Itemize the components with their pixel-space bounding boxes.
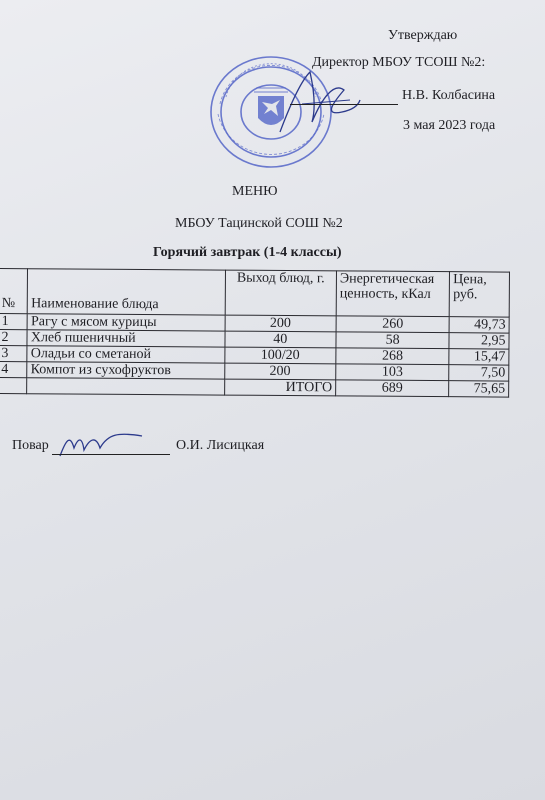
- cook-label: Повар: [12, 438, 49, 453]
- dish-name: Оладьи со сметаной: [27, 346, 224, 363]
- cook-signature-line: [52, 454, 170, 455]
- approval-date: 3 мая 2023 года: [403, 118, 496, 133]
- director-signature-icon: [272, 60, 362, 140]
- document-title: МЕНЮ: [232, 184, 278, 199]
- column-header-dish: Наименование блюда: [28, 269, 226, 315]
- table-total-row: [0, 378, 509, 398]
- cook-signature-icon: [56, 430, 146, 460]
- table-header-row: [0, 269, 509, 318]
- dish-name: Рагу с мясом курицы: [27, 314, 224, 331]
- total-empty-cell: [27, 378, 224, 395]
- director-name: Н.В. Колбасина: [402, 88, 496, 103]
- total-price: 75,65: [449, 381, 509, 397]
- row-number: 4: [0, 362, 27, 378]
- dish-price: 49,73: [449, 317, 509, 333]
- total-label: ИТОГО: [224, 379, 335, 396]
- row-number: 1: [0, 314, 28, 330]
- column-header-output: Выход блюд, г.: [225, 270, 337, 316]
- total-empty-cell: [0, 378, 27, 394]
- dish-output: 200: [225, 315, 336, 332]
- dish-output: 200: [224, 363, 335, 380]
- dish-price: 15,47: [449, 349, 509, 365]
- dish-name: Хлеб пшеничный: [27, 330, 224, 347]
- director-signature-line: [290, 104, 398, 105]
- column-header-number: №: [0, 269, 28, 314]
- menu-table: [0, 268, 510, 398]
- dish-energy: 260: [336, 316, 449, 333]
- dish-name: Компот из сухофруктов: [27, 362, 224, 379]
- dish-energy: 103: [336, 364, 449, 381]
- total-energy: 689: [336, 380, 449, 397]
- dish-energy: 268: [336, 348, 449, 365]
- row-number: 2: [0, 330, 27, 346]
- dish-price: 2,95: [449, 333, 509, 349]
- column-header-price: Цена, руб.: [449, 272, 509, 317]
- approval-heading: Утверждаю: [388, 28, 458, 43]
- director-title: Директор МБОУ ТСОШ №2:: [312, 55, 486, 70]
- meal-heading: Горячий завтрак (1-4 классы): [153, 245, 342, 260]
- dish-output: 40: [225, 331, 336, 348]
- column-header-energy: Энергетическая ценность, кКал: [336, 271, 450, 317]
- row-number: 3: [0, 346, 27, 362]
- school-name: МБОУ Тацинской СОШ №2: [175, 216, 343, 231]
- dish-energy: 58: [336, 332, 449, 349]
- dish-price: 7,50: [449, 365, 509, 381]
- cook-name: О.И. Лисицкая: [176, 438, 265, 453]
- dish-output: 100/20: [224, 347, 335, 364]
